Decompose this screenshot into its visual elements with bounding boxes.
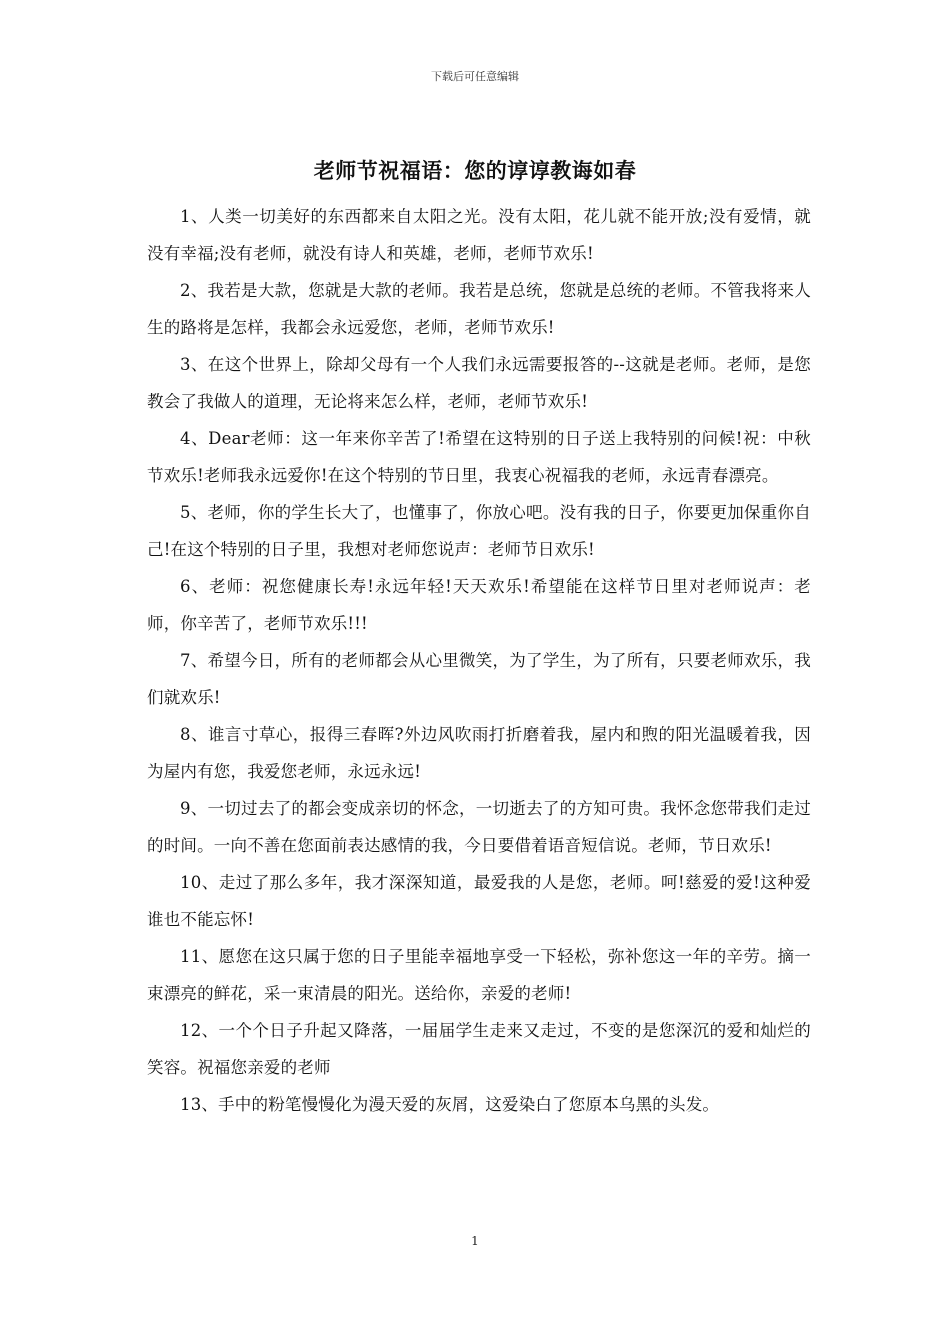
- paragraph-6: 6、老师：祝您健康长寿!永远年轻!天天欢乐!希望能在这样节日里对老师说声：老师，你辛苦了，老师节欢乐!!!: [147, 577, 811, 633]
- page-number: 1: [471, 1234, 479, 1248]
- header-note: 下载后可任意编辑: [431, 70, 519, 83]
- paragraph-2: 2、我若是大款，您就是大款的老师。我若是总统，您就是总统的老师。不管我将来人生的路将是怎样，我都会永远爱您，老师，老师节欢乐!: [147, 281, 811, 337]
- paragraph-9: 9、一切过去了的都会变成亲切的怀念，一切逝去了的方知可贵。我怀念您带我们走过的时间。一向不善在您面前表达感情的我，今日要借着语音短信说。老师，节日欢乐!: [147, 799, 811, 855]
- paragraph-4: 4、Dear老师：这一年来你辛苦了!希望在这特别的日子送上我特别的问候!祝：中秋节欢乐!老师我永远爱你!在这个特别的节日里，我衷心祝福我的老师，永远青春漂亮。: [147, 429, 811, 485]
- article-body: [147, 198, 811, 1123]
- paragraph-13: 13、手中的粉笔慢慢化为漫天爱的灰屑，这爱染白了您原本乌黑的头发。: [180, 1095, 720, 1114]
- paragraph-1: 1、人类一切美好的东西都来自太阳之光。没有太阳，花儿就不能开放;没有爱情，就没有幸福;没有老师，就没有诗人和英雄，老师，老师节欢乐!: [147, 207, 811, 263]
- page-title: 老师节祝福语：您的谆谆教诲如春: [313, 158, 637, 183]
- paragraph-10: 10、走过了那么多年，我才深深知道，最爱我的人是您，老师。呵!慈爱的爱!这种爱谁也不能忘怀!: [147, 873, 811, 929]
- paragraph-3: 3、在这个世界上，除却父母有一个人我们永远需要报答的--这就是老师。老师，是您教会了我做人的道理，无论将来怎么样，老师，老师节欢乐!: [147, 355, 811, 411]
- paragraph-5: 5、老师，你的学生长大了，也懂事了，你放心吧。没有我的日子，你要更加保重你自己!在这个特别的日子里，我想对老师您说声：老师节日欢乐!: [147, 503, 811, 559]
- paragraph-7: 7、希望今日，所有的老师都会从心里微笑，为了学生，为了所有，只要老师欢乐，我们就欢乐!: [147, 651, 811, 707]
- paragraph-8: 8、谁言寸草心，报得三春晖?外边风吹雨打折磨着我，屋内和煦的阳光温暖着我，因为屋内有您，我爱您老师，永远永远!: [147, 725, 811, 781]
- paragraph-11: 11、愿您在这只属于您的日子里能幸福地享受一下轻松，弥补您这一年的辛劳。摘一束漂亮的鲜花，采一束清晨的阳光。送给你，亲爱的老师!: [147, 947, 811, 1003]
- paragraph-12: 12、一个个日子升起又降落，一届届学生走来又走过，不变的是您深沉的爱和灿烂的笑容。祝福您亲爱的老师: [147, 1021, 811, 1077]
